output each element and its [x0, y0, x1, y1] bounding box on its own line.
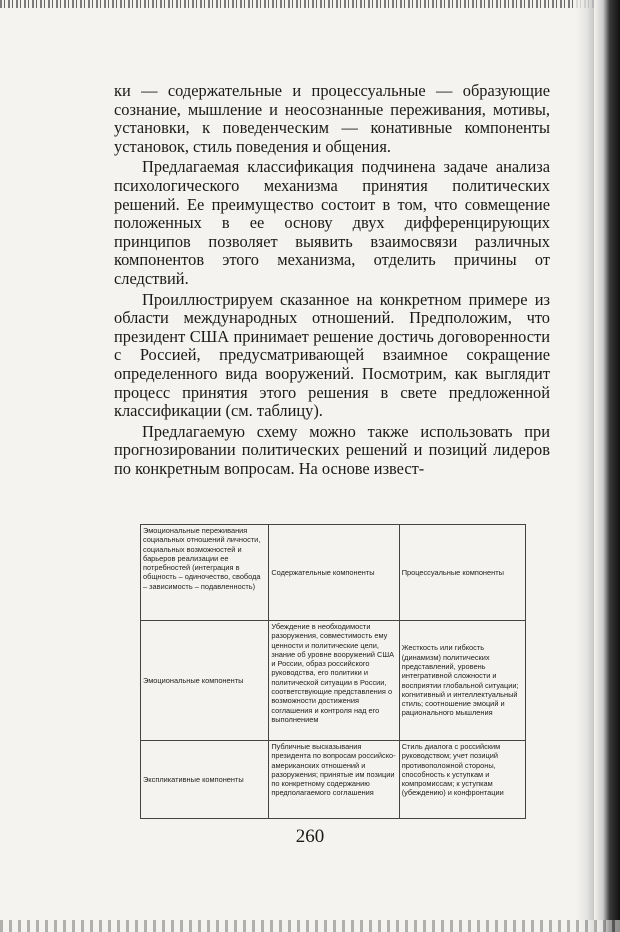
table-cell-row2-label: Экспликативные компоненты — [141, 741, 269, 819]
paragraph-2: Предлагаемая классификация подчинена задаче анализа психологического механизма принятия политических решений. Ее преимущество состоит в том, что совмещение положенных в ее основу двух дифференцирующих принципов позволяет выявить взаимосвязи различных компонентов этого механизма, отделить причины от следствий. — [114, 157, 550, 288]
classification-table — [140, 524, 526, 819]
table-cell-row2-content: Публичные высказывания президента по вопросам российско-американских отношений и разоружения; принятые им позиции по конкретному содержанию предполагаемого соглашения — [269, 741, 399, 819]
table-cell-row1-process: Жесткость или гибкость (динамизм) политических представлений, уровень интегративной сложности и восприятии глобальной ситуации; когнитивный и интеллектуальный стиль; соотношение эмоций и рационального мышления — [399, 621, 525, 741]
paragraph-3: Проиллюстрируем сказанное на конкретном примере из области международных отношений. Предположим, что президент США принимает решение достичь договоренности с Россией, предусматривающей взаимное сокращение определенного вида вооружений. Посмотрим, как выглядит процесс принятия этого решения в свете предложенной классификации (см. таблицу). — [114, 289, 550, 421]
page-number: 260 — [295, 826, 325, 847]
table-cell-header-3: Процессуальные компоненты — [399, 525, 525, 621]
paragraph-4: Предлагаемую схему можно также использовать при прогнозировании политических решений и позиций лидеров по конкретным вопросам. На основе извест- — [114, 421, 550, 478]
scan-top-edge — [0, 0, 620, 8]
scan-spine-shadow — [576, 0, 594, 932]
body-text — [114, 82, 550, 478]
table-cell-row1-content: Убеждение в необходимости разоружения, совместимость ему ценности и политические цели, знание об уровне вооружений США и России, образ российского руководства, его политики и политической ситуации в России, соответствующие представления о возможности достижения соглашения и контроля над его выполнением — [269, 621, 399, 741]
table-cell-header-1: Эмоциональные переживания социальных отношений личности, социальных возможностей и барьеров реализации ее потребностей (интеграция в общность – одиночество, свобода – зависимость – подавленность) — [141, 525, 269, 621]
table-cell-row2-process: Стиль диалога с российским руководством; учет позиций противоположной стороны, способность к уступкам и компромиссам; к уступкам (убеждению) и конфронтации — [399, 741, 525, 819]
table-row — [141, 525, 526, 621]
scan-spine-edge — [594, 0, 620, 932]
table-cell-header-2: Содержательные компоненты — [269, 525, 399, 621]
table-row — [141, 621, 526, 741]
paragraph-1: ки — содержательные и процессуальные — образующие сознание, мышление и неосознанные переживания, мотивы, установки, к поведенческим — конативные компоненты установок, стиль поведения и общения. — [114, 81, 550, 156]
scan-bottom-edge — [0, 920, 620, 932]
table-cell-row1-label: Эмоциональные компоненты — [141, 621, 269, 741]
table-row — [141, 741, 526, 819]
